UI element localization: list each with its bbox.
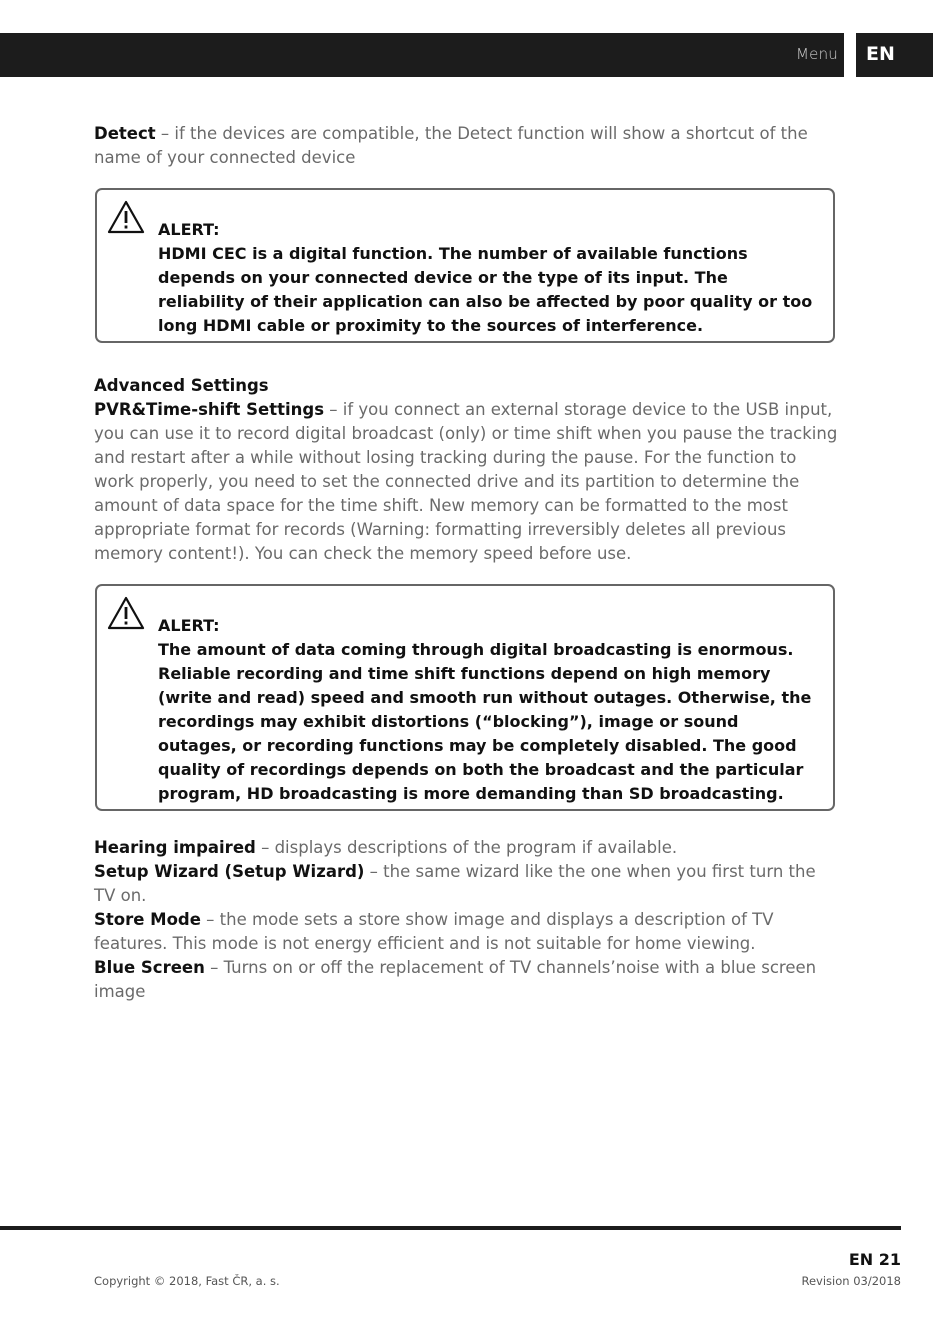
advanced-settings-heading: Advanced Settings — [94, 376, 269, 395]
alert-box-recording — [95, 584, 835, 811]
alert-text: The amount of data coming through digital broadcasting is enormous. Reliable recording and time shift functions depend on high memory (write and read) speed and smooth run without outages. Otherwise, the recordings may exhibit distortions (“blocking”), image or sound outages, or recording functions may be completely disabled. The good quality of recordings depends on both the broadcast and the particular program, HD broadcasting is more demanding than SD broadcasting. — [158, 640, 812, 803]
page-number: EN 21 — [848, 1250, 901, 1269]
alert-content — [158, 614, 819, 806]
footer-divider — [0, 1226, 901, 1230]
revision: Revision 03/2018 — [801, 1274, 901, 1288]
item-text: – displays descriptions of the program if available. — [255, 838, 678, 857]
pvr-text: – if you connect an external storage device to the USB input, you can use it to record digital broadcast (only) or time shift when you pause the tracking and restart after a while without losing tracking during the pause. For the function to work properly, you need to set the connected drive and its partition to determine the amount of data space for the time shift. New memory can be formatted to the most appropriate format for records (Warning: formatting irreversibly deletes all previous memory content!). You can check the memory speed before use. — [94, 400, 838, 563]
list-item — [94, 860, 839, 908]
pvr-term: PVR&Time-shift Settings — [94, 400, 325, 419]
language-badge — [856, 33, 933, 77]
alert-box-hdmi — [95, 188, 835, 343]
language-label: EN — [866, 43, 895, 65]
alert-content — [158, 218, 819, 338]
detect-text: – if the devices are compatible, the Detect function will show a shortcut of the name of your connected device — [94, 124, 808, 167]
header-bar — [0, 33, 844, 77]
list-item — [94, 908, 839, 956]
item-text: – the mode sets a store show image and displays a description of TV features. This mode is not energy efficient and is not suitable for home viewing. — [94, 910, 774, 953]
item-term: Store Mode — [94, 910, 201, 929]
item-text: – Turns on or off the replacement of TV channels’noise with a blue screen image — [94, 958, 817, 1001]
alert-title: ALERT: — [158, 616, 220, 635]
item-term: Setup Wizard (Setup Wizard) — [94, 862, 365, 881]
alert-text: HDMI CEC is a digital function. The number of available functions depends on your connected device or the type of its input. The reliability of their application can also be affected by poor quality or too long HDMI cable or proximity to the sources of interference. — [158, 244, 813, 335]
section-title: Menu — [796, 45, 838, 63]
warning-triangle-icon — [107, 596, 145, 630]
list-item — [94, 956, 839, 1004]
detect-term: Detect — [94, 124, 156, 143]
item-term: Blue Screen — [94, 958, 205, 977]
settings-list — [94, 836, 839, 1004]
advanced-settings-section — [94, 374, 839, 566]
alert-title: ALERT: — [158, 220, 220, 239]
item-term: Hearing impaired — [94, 838, 256, 857]
copyright: Copyright © 2018, Fast ČR, a. s. — [94, 1274, 280, 1288]
detect-paragraph — [94, 122, 839, 170]
warning-triangle-icon — [107, 200, 145, 234]
item-text: – the same wizard like the one when you first turn the TV on. — [94, 862, 816, 905]
list-item — [94, 836, 839, 860]
